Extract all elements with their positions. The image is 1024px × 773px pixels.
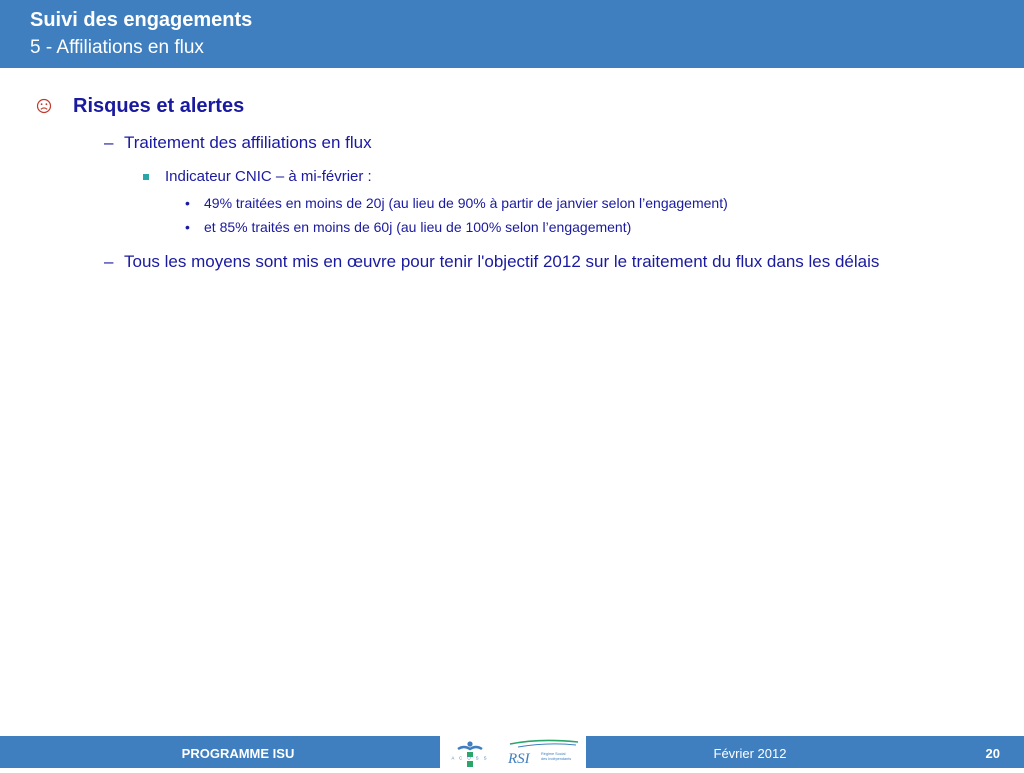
acoss-rsi-logo [440,736,586,768]
acoss-logo [451,741,488,767]
square-bullet-icon [143,174,149,180]
sub-sub-list-item-text: 49% traitées en moins de 20j (au lieu de 90% à partir de janvier selon l’engagement) [204,195,728,211]
acoss-logo-text: A C O S S [451,755,489,761]
dot-bullet: • [185,195,190,211]
rsi-logo [507,740,578,767]
sub-sub-list-item-text: et 85% traités en moins de 60j (au lieu de 100% selon l’engagement) [204,219,632,235]
footer-date: Février 2012 [713,746,787,761]
rsi-logo-text: RSI [508,751,530,767]
section-heading [36,94,244,118]
dash-bullet: – [104,133,114,152]
page-number: 20 [985,746,1000,761]
frown-face-icon [36,98,52,114]
slide-header [0,0,1024,68]
slide-subtitle: 5 - Affiliations en flux [30,37,204,58]
sub-list-item-text: Indicateur CNIC – à mi-février : [165,168,372,185]
partner-logos [440,736,586,768]
slide-title: Suivi des engagements [30,9,253,31]
section-title: Risques et alertes [73,95,245,117]
dash-bullet: – [104,252,114,271]
slide-footer [0,736,1024,768]
list-item-text: Traitement des affiliations en flux [124,133,372,152]
program-label: PROGRAMME ISU [181,746,295,761]
dot-bullet: • [185,219,190,235]
rsi-tagline-2: des Indépendants [541,757,572,761]
list-item-text: Tous les moyens sont mis en œuvre pour tenir l'objectif 2012 sur le traitement du flux dans les délais [124,252,880,271]
rsi-tagline-1: Régime Social [541,752,566,756]
